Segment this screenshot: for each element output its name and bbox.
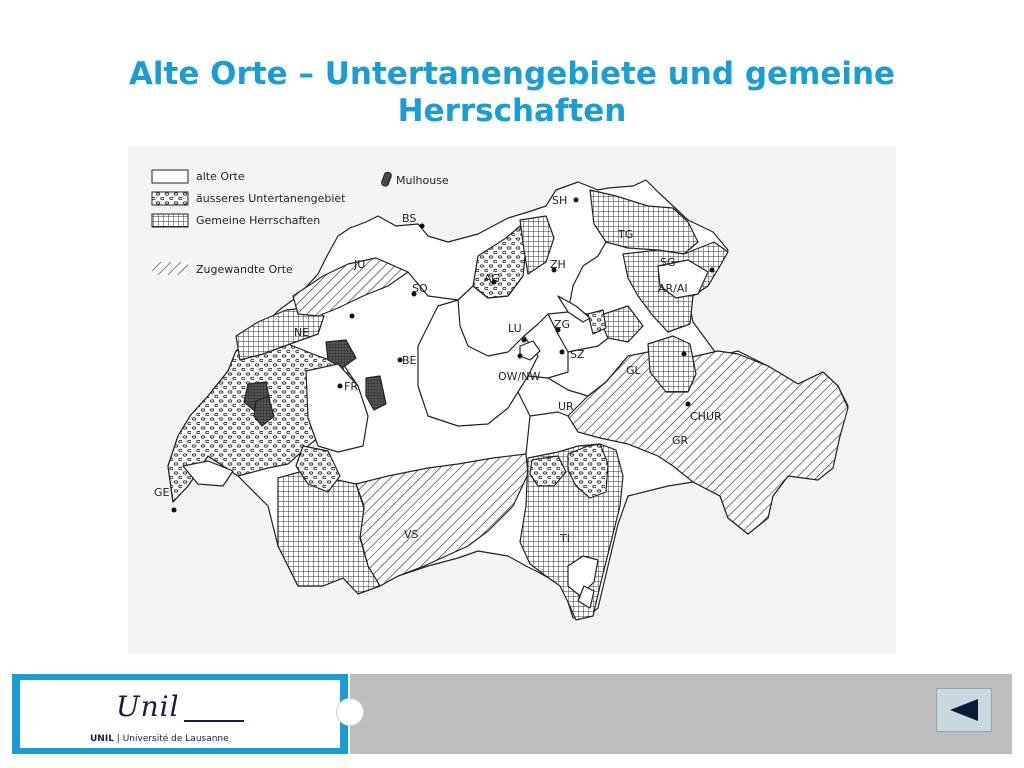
legend-item-mulhouse xyxy=(381,171,449,187)
city-dot-gl xyxy=(682,352,687,357)
label-chur: CHUR xyxy=(690,410,722,423)
label-ar-ai: AR/AI xyxy=(658,282,688,295)
city-dot-sg xyxy=(710,268,715,273)
label-ti: TI xyxy=(560,532,570,545)
footer-brand-panel xyxy=(12,674,348,754)
legend-item-alte-orte xyxy=(152,170,245,183)
legend-label-alte-orte: alte Orte xyxy=(196,170,245,183)
label-so: SO xyxy=(412,282,428,295)
label-fr: FR xyxy=(344,380,358,393)
label-zh: ZH xyxy=(550,258,566,271)
legend-item-aeusseres-untertanengebiet xyxy=(152,192,346,205)
label-vs: VS xyxy=(404,528,419,541)
city-dot-sz xyxy=(560,350,565,355)
city-dot-fr xyxy=(338,384,343,389)
unil-logo-script: Unil xyxy=(116,690,180,723)
label-ur: UR xyxy=(558,400,574,413)
city-dot-ow-nw xyxy=(518,354,523,359)
city-dot-ge xyxy=(172,508,177,513)
label-tg: TG xyxy=(618,228,634,241)
label-gl: GL xyxy=(626,364,641,377)
slide-title-line2: Herrschaften xyxy=(397,93,627,129)
label-gr: GR xyxy=(672,434,689,447)
label-be: BE xyxy=(402,354,417,367)
legend-item-zugewandte-orte xyxy=(152,262,293,276)
unil-logo-subtitle xyxy=(90,734,229,744)
label-ne: NE xyxy=(294,326,310,339)
triangle-left-icon xyxy=(948,698,980,722)
unil-logo-separator: | xyxy=(113,734,123,744)
legend-item-gemeine-herrschaften xyxy=(152,214,320,227)
switzerland-map xyxy=(128,146,896,654)
label-sg: SG xyxy=(660,256,676,269)
map-regions xyxy=(168,180,848,620)
label-ju: JU xyxy=(354,258,366,271)
city-dot-lu xyxy=(522,338,527,343)
label-ge: GE xyxy=(154,486,170,499)
city-dot-ne xyxy=(350,314,355,319)
map-svg xyxy=(128,146,896,654)
legend-label-zugewandte-orte: Zugewandte Orte xyxy=(196,263,293,276)
label-sh: SH xyxy=(552,194,568,207)
label-lu: LU xyxy=(508,322,522,335)
footer-divider-circle xyxy=(336,698,364,726)
label-sz: SZ xyxy=(570,348,585,361)
city-dot-chur xyxy=(686,402,691,407)
label-ow-nw: OW/NW xyxy=(498,370,541,383)
label-zg: ZG xyxy=(554,318,571,331)
city-dot-bs xyxy=(420,224,425,229)
unil-logo-brand: UNIL xyxy=(90,734,114,744)
label-ag: AG xyxy=(484,272,500,285)
back-button[interactable] xyxy=(936,688,992,732)
unil-logo-underline xyxy=(184,720,244,722)
slide-title xyxy=(40,56,984,130)
unil-logo-university: Université de Lausanne xyxy=(122,734,229,744)
footer-bar xyxy=(350,674,1012,754)
city-dot-sh xyxy=(574,198,579,203)
slide-title-line1: Alte Orte – Untertanengebiete und gemeine xyxy=(128,56,896,92)
unil-logo xyxy=(20,680,340,748)
legend-label-gemeine-herrschaften: Gemeine Herrschaften xyxy=(196,214,321,227)
label-bs: BS xyxy=(402,212,417,225)
legend-label-mulhouse: Mulhouse xyxy=(396,174,449,187)
legend-label-aeusseres-untertanengebiet: äusseres Untertanengebiet xyxy=(196,192,346,205)
